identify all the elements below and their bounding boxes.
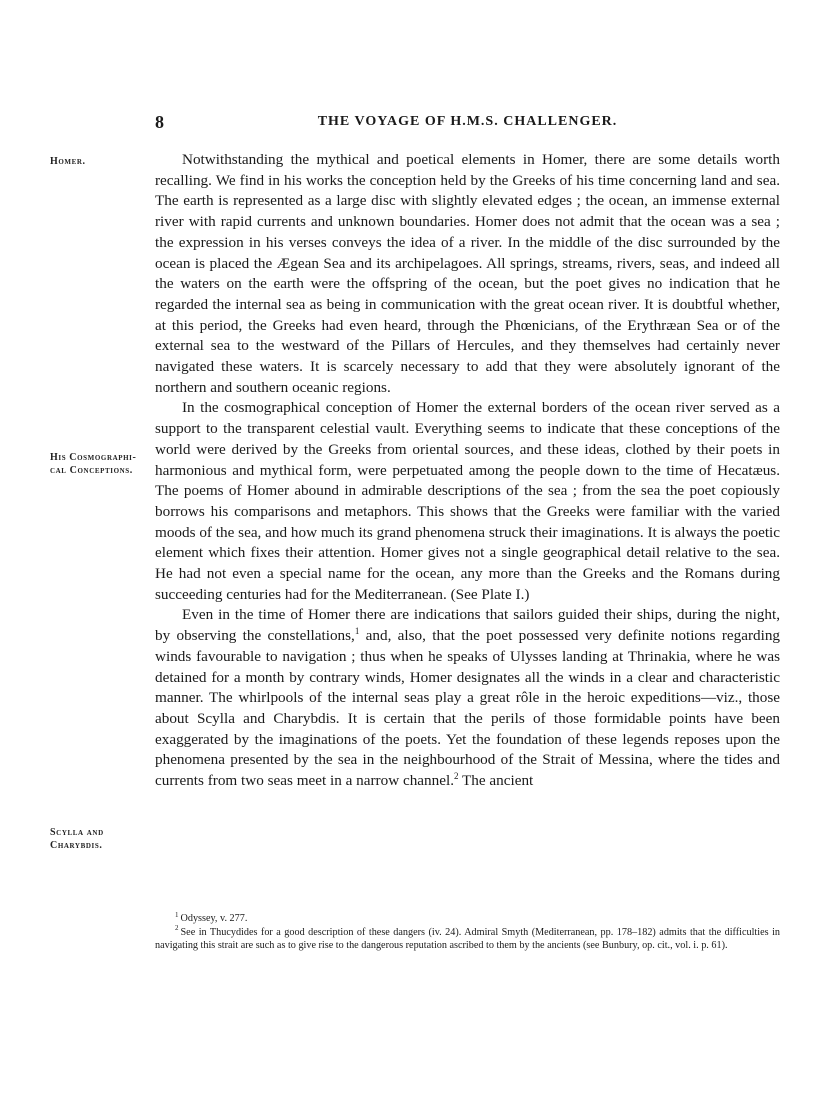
footnote-mark: 1 [175, 910, 179, 919]
footnote-text: See in Thucydides for a good description of these dangers (iv. 24). Admiral Smyth (Mediterranean, pp. 178–182) admits that the difficulties in navigating this strait are such as to give rise to the dangerous reputation ascribed to them by the ancients (see Bunbury, op. cit., vol. i. p. 61). [155, 926, 780, 951]
paragraph-homer: Notwithstanding the mythical and poetical elements in Homer, there are some details worth recalling. We find in his works the conception held by the Greeks of his time concerning land and sea. The earth is represented as a large disc with slightly elevated edges ; the ocean, an immense external river with rapid currents and unknown boundaries. Homer does not admit that the ocean was a sea ; the expression in his verses conveys the idea of a river. In the middle of the disc surrounded by the ocean is placed the Ægean Sea and its archipelagoes. All springs, streams, rivers, seas, and indeed all the waters on the earth were the offspring of the ocean, but the poet gives no indication that he regarded the internal sea as being in communication with the great ocean river. It is doubtful whether, at this period, the Greeks had even heard, through the Phœnicians, of the Erythræan Sea or of the external sea to the westward of the Pillars of Hercules, and they themselves had certainly never navigated these waters. It is scarcely necessary to add that they were absolutely ignorant of the northern and southern oceanic regions. [155, 151, 780, 396]
footnote-mark: 2 [175, 924, 179, 933]
margin-note-homer-text: Homer. [50, 156, 86, 167]
paragraph-text: Even in the time of Homer there are indications that sailors guided their ships, during the night, by observing the constellations, [155, 606, 780, 645]
footnote-1 [155, 912, 780, 926]
margin-note-cosmographical-conceptions [50, 451, 150, 477]
footnote-reference[interactable]: 1 [354, 626, 360, 637]
paragraph-cosmographical: In the cosmographical conception of Homer the external borders of the ocean river served as a support to the transparent celestial vault. Everything seems to indicate that these conceptions of the world were derived by the Greeks from oriental sources, and these ideas, clothed by their poets in harmonious and mythical form, were perpetuated among the people down to the time of Hecatæus. The poems of Homer abound in admirable descriptions of the sea ; from the sea the poet copiously borrows his comparisons and metaphors. This shows that the Greeks were familiar with the varied moods of the sea, and how much its grand phenomena struck their imaginations. It is always the poetic element which fixes their attention. Homer gives not a single geographical detail relative to the sea. He had not even a special name for the ocean, any more than the Greeks and the Romans during succeeding centuries had for the Mediterranean. (See Plate I.) [155, 399, 780, 603]
footnotes [155, 912, 780, 953]
margin-note-line: His Cosmographi- [50, 452, 137, 463]
paragraph-text: The ancient [458, 772, 534, 790]
paragraph-text: and, also, that the poet possessed very definite notions regarding winds favourable to navigation ; thus when he speaks of Ulysses landing at Thrinakia, where he was detained for a month by contrary winds, Homer designates all the winds in a clear and characteristic manner. The whirlpools of the internal seas play a great rôle in the heroic expeditions—viz., those about Scylla and Charybdis. It is certain that the perils of those formidable points have been exaggerated by the imaginations of the poets. Yet the foundation of these legends reposes upon the phenomena presented by the sea in the neighbourhood of the Strait of Messina, where the tides and currents from two seas meet in a narrow channel. [155, 627, 781, 790]
margin-note-scylla-charybdis [50, 826, 150, 852]
footnote-2 [155, 926, 780, 953]
footnote-reference[interactable]: 2 [454, 771, 459, 782]
margin-note-line: cal Conceptions. [50, 465, 133, 476]
footnote-text: Odyssey, v. 277. [180, 913, 248, 924]
margin-note-line: Scylla and [50, 827, 104, 838]
running-title: THE VOYAGE OF H.M.S. CHALLENGER. [317, 114, 618, 129]
paragraph-scylla [155, 605, 780, 791]
body-text [155, 150, 780, 792]
page-header [155, 112, 780, 136]
margin-note-homer [50, 155, 150, 168]
margin-note-line: Charybdis. [50, 840, 103, 851]
page-number: 8 [155, 112, 164, 132]
